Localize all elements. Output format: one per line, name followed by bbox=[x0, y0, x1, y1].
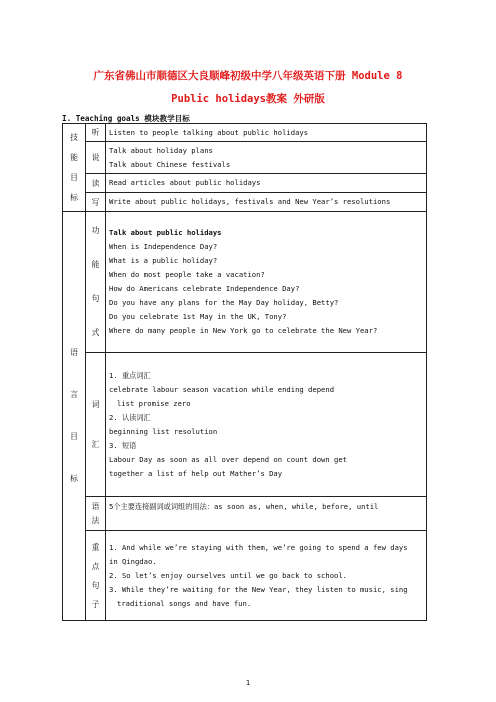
key-sentence-line: 2. So let’s enjoy ourselves until we go back to school. bbox=[109, 570, 347, 580]
category-char: 标 bbox=[70, 192, 78, 202]
grammar-text: 5个主要连接副词或词组的用法：as soon as, when, while, before, until bbox=[109, 502, 379, 511]
vocabulary-content bbox=[106, 353, 427, 497]
key-sentence-line: 3. While they’re waiting for the New Year, they listen to music, sing bbox=[109, 584, 408, 594]
phrases-line: Labour Day as soon as all over depend on count down get bbox=[109, 454, 347, 464]
key-sentences-content bbox=[106, 531, 427, 621]
reading-content bbox=[106, 174, 427, 193]
category-char: 技 bbox=[70, 132, 78, 142]
category-char: 能 bbox=[70, 152, 78, 162]
listening-row bbox=[63, 124, 427, 142]
label-char: 句 bbox=[91, 294, 100, 303]
speaking-label: 说 bbox=[86, 142, 106, 174]
vocabulary-label bbox=[86, 353, 106, 497]
grammar-label bbox=[86, 497, 106, 531]
functions-content bbox=[106, 212, 427, 353]
label-char: 重 bbox=[91, 542, 100, 552]
listening-label: 听 bbox=[86, 124, 106, 142]
key-sentence-line: in Qingdao. bbox=[109, 556, 157, 566]
function-sentence: What is a public holiday? bbox=[109, 256, 218, 265]
functions-label bbox=[86, 212, 106, 353]
key-sentence-line: traditional songs and have fun. bbox=[117, 598, 252, 608]
speaking-row bbox=[63, 142, 427, 174]
label-char: 法 bbox=[91, 515, 100, 525]
functions-heading: Talk about public holidays bbox=[109, 228, 222, 237]
label-char: 词 bbox=[91, 399, 100, 409]
recognize-words-line: beginning list resolution bbox=[109, 426, 218, 436]
reading-row bbox=[63, 174, 427, 193]
phrases-line: together a list of help out Mather’s Day bbox=[109, 468, 283, 478]
writing-item: Write about public holidays, festivals and New Year’s resolutions bbox=[109, 197, 391, 206]
key-words-heading: 1. 重点词汇 bbox=[109, 370, 151, 380]
label-char: 句 bbox=[91, 580, 100, 590]
document-title-line-2: Public holidays教案 外研版 bbox=[171, 93, 325, 105]
listening-content bbox=[106, 124, 427, 142]
key-words-line: celebrate labour season vacation while ending depend bbox=[109, 384, 335, 394]
category-char: 目 bbox=[70, 172, 78, 182]
label-char: 点 bbox=[91, 561, 100, 571]
writing-label: 写 bbox=[86, 193, 106, 212]
label-char: 汇 bbox=[91, 439, 100, 449]
key-sentences-label bbox=[86, 531, 106, 621]
category-char: 语 bbox=[70, 348, 78, 357]
function-sentence: Do you have any plans for the May Day holiday, Betty? bbox=[109, 298, 339, 307]
reading-label: 读 bbox=[86, 174, 106, 193]
label-char: 功 bbox=[91, 226, 100, 235]
writing-content bbox=[106, 193, 427, 212]
label-char: 子 bbox=[91, 599, 100, 609]
category-char: 言 bbox=[70, 390, 78, 399]
writing-row bbox=[63, 193, 427, 212]
section-heading: I. Teaching goals 模块教学目标 bbox=[62, 114, 190, 123]
key-sentence-line: 1. And while we’re staying with them, we’re going to spend a few days bbox=[109, 542, 408, 552]
recognize-words-heading: 2. 认读词汇 bbox=[109, 412, 151, 422]
category-char: 标 bbox=[70, 474, 78, 483]
function-sentence: Where do many people in New York go to celebrate the New Year? bbox=[109, 326, 378, 335]
label-char: 语 bbox=[91, 501, 100, 511]
listening-item: Listen to people talking about public holidays bbox=[109, 127, 309, 137]
phrases-heading: 3. 短语 bbox=[109, 440, 137, 450]
function-sentence: When is Independence Day? bbox=[109, 242, 218, 251]
skills-goals-category bbox=[63, 124, 86, 212]
key-sentences-row bbox=[63, 531, 427, 621]
functions-row bbox=[63, 212, 427, 353]
function-sentence: How do Americans celebrate Independence Day? bbox=[109, 284, 300, 293]
page-number: 1 bbox=[245, 679, 251, 687]
function-sentence: Do you celebrate 1st May in the UK, Tony? bbox=[109, 312, 287, 321]
speaking-content bbox=[106, 142, 427, 174]
vocabulary-row bbox=[63, 353, 427, 497]
category-char: 目 bbox=[70, 432, 78, 441]
key-words-line: list promise zero bbox=[117, 398, 191, 408]
reading-item: Read articles about public holidays bbox=[109, 178, 261, 187]
grammar-content bbox=[106, 497, 427, 531]
teaching-goals-table bbox=[62, 123, 427, 621]
label-char: 能 bbox=[91, 260, 100, 269]
document-title-line-1: 广东省佛山市顺德区大良顺峰初级中学八年级英语下册 Module 8 bbox=[93, 70, 403, 82]
function-sentence: When do most people take a vacation? bbox=[109, 270, 265, 279]
language-goals-category bbox=[63, 212, 86, 621]
grammar-row bbox=[63, 497, 427, 531]
speaking-item: Talk about Chinese festivals bbox=[109, 159, 231, 169]
label-char: 式 bbox=[91, 328, 100, 337]
speaking-item: Talk about holiday plans bbox=[109, 145, 213, 155]
